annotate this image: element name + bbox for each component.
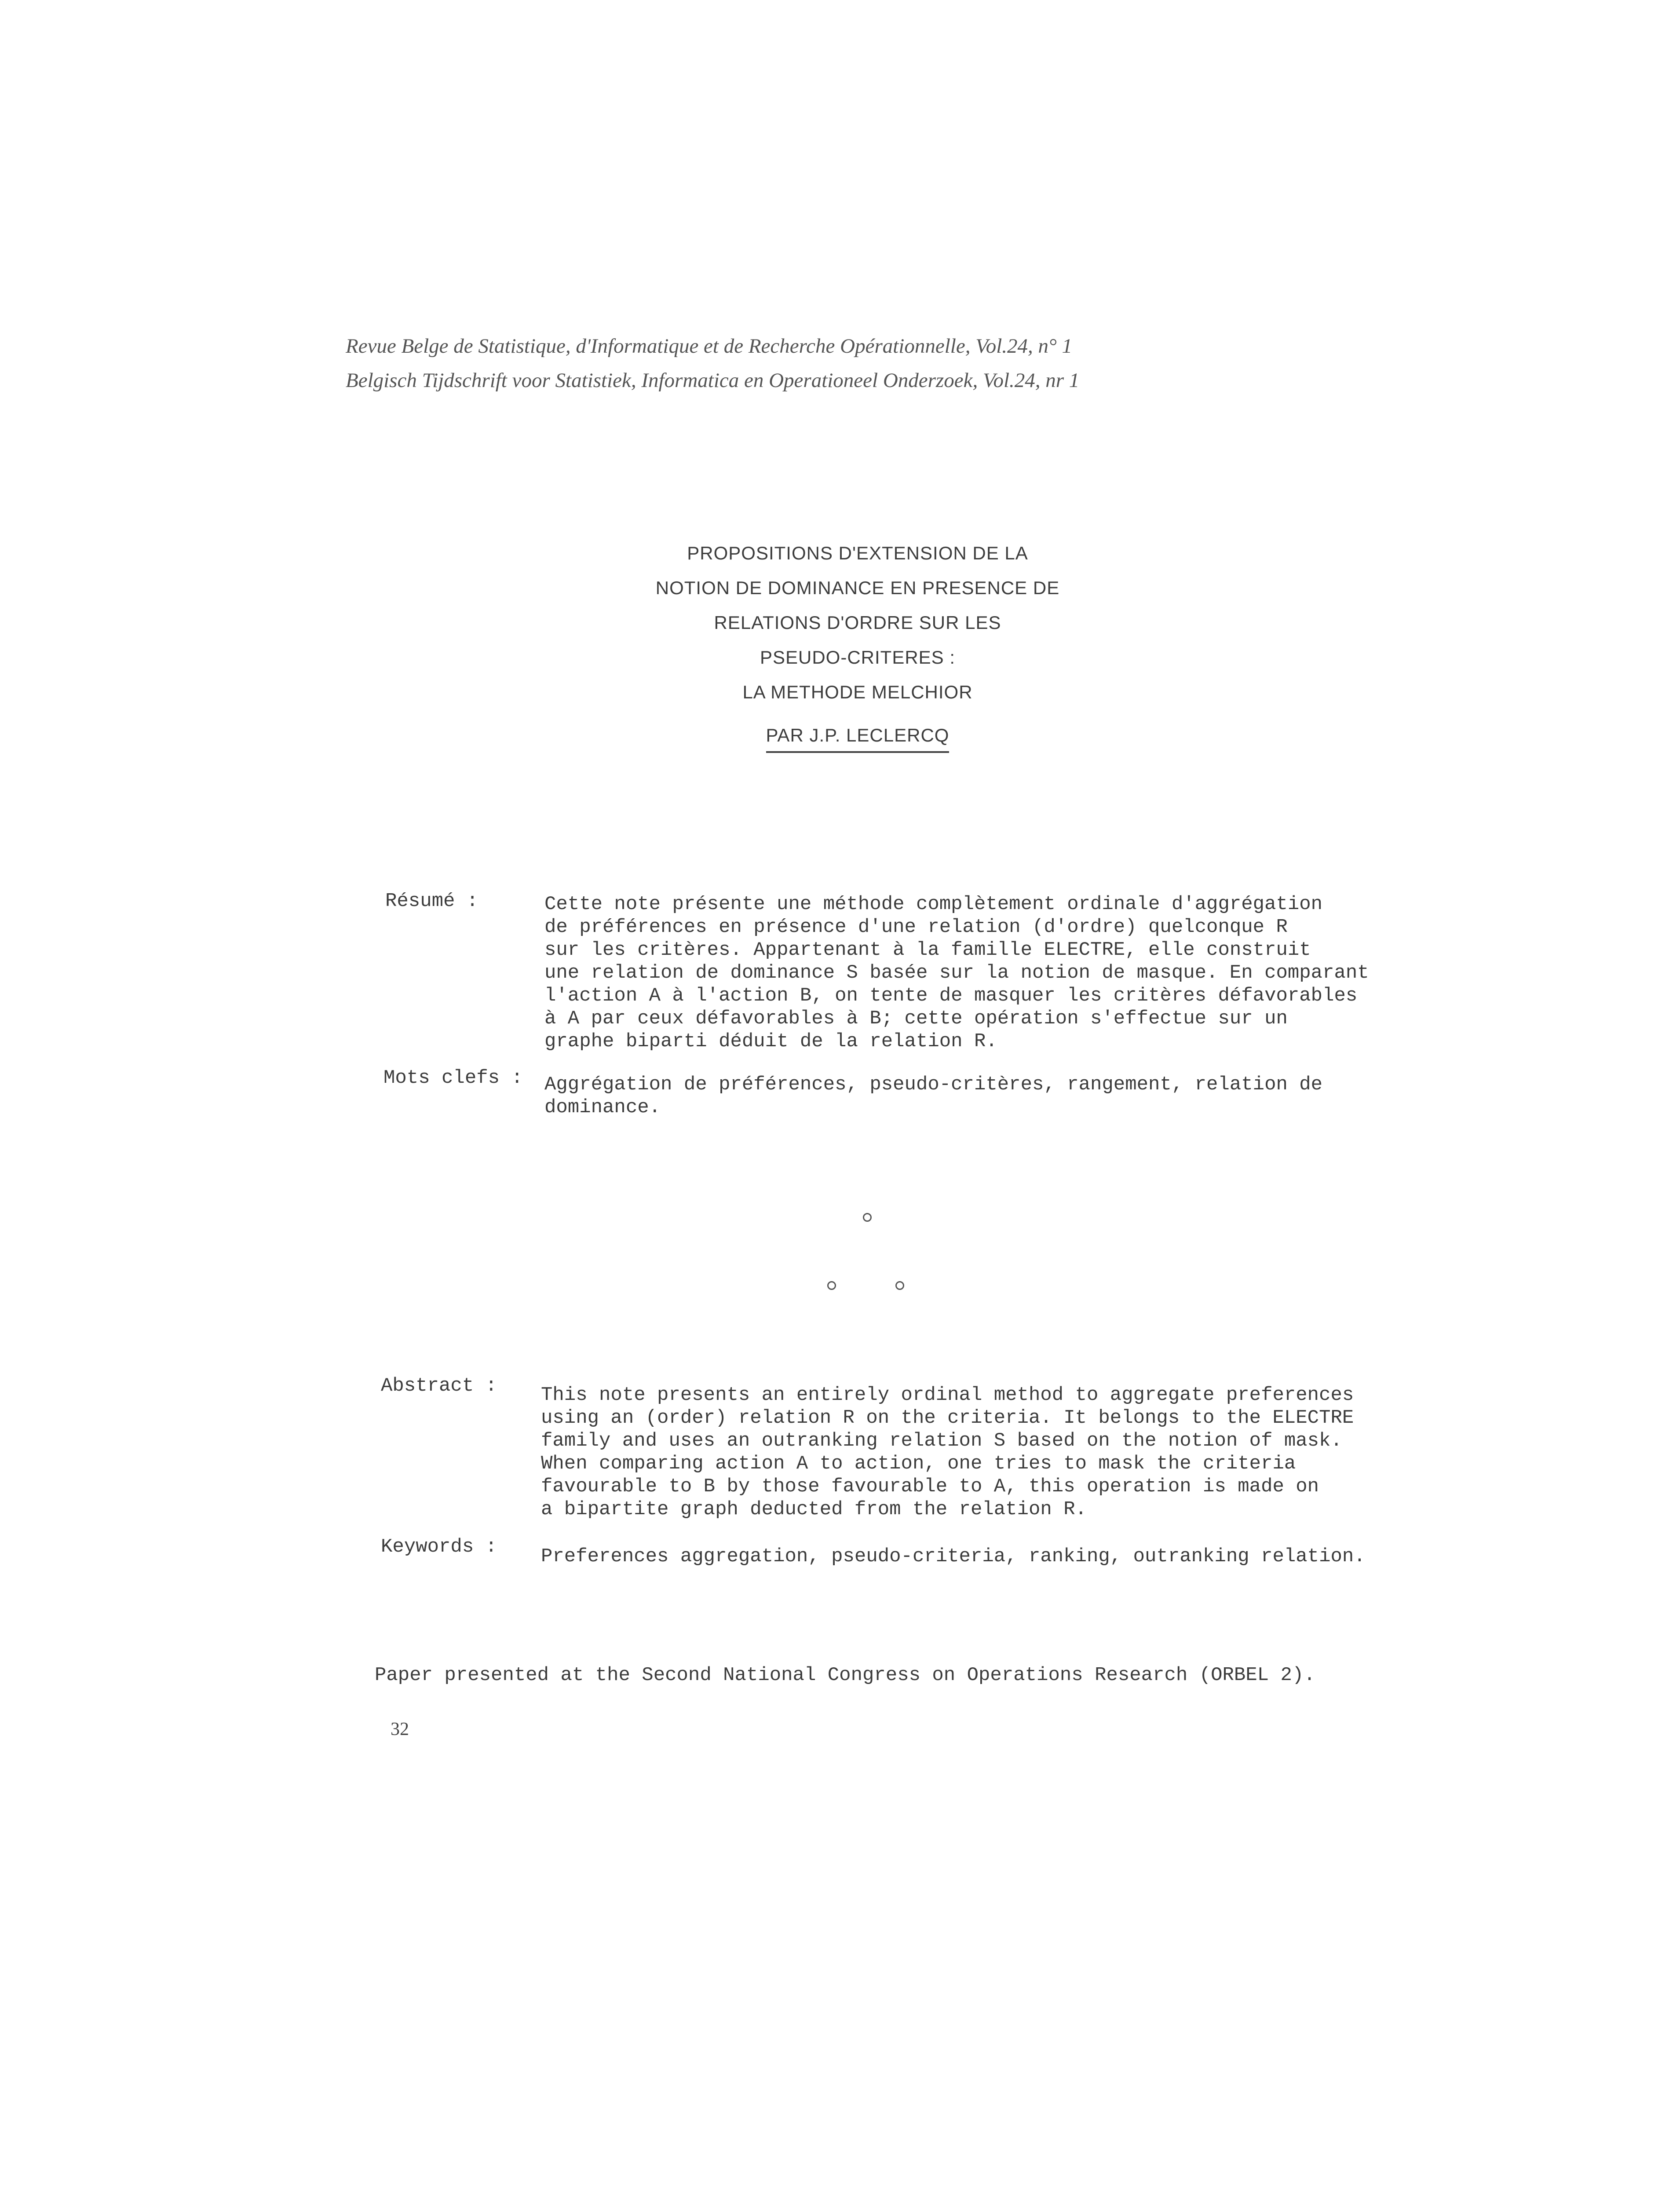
mots-clefs-line: Aggrégation de préférences, pseudo-critères, rangement, relation de [544, 1074, 1323, 1096]
title-line-2: NOTION DE DOMINANCE EN PRESENCE DE [655, 577, 1060, 598]
title-line-5: LA METHODE MELCHIOR [742, 682, 973, 702]
author-line [572, 722, 1143, 753]
author-name: PAR J.P. LECLERCQ [766, 722, 950, 753]
abstract-line: family and uses an outranking relation S based on the notion of mask. [541, 1430, 1342, 1452]
title-line-4: PSEUDO-CRITERES : [760, 647, 956, 668]
journal-citation [346, 329, 1079, 398]
keywords-label: Keywords : [381, 1536, 497, 1558]
abstract-line: using an (order) relation R on the criteria. It belongs to the ELECTRE [541, 1407, 1354, 1429]
abstract-line: When comparing action A to action, one tries to mask the criteria [541, 1453, 1296, 1475]
abstract-text [541, 1384, 1354, 1521]
mots-clefs-text [544, 1073, 1322, 1119]
resume-line: l'action A à l'action B, on tente de masquer les critères défavorables [544, 985, 1358, 1007]
resume-text [544, 893, 1369, 1053]
abstract-label: Abstract : [381, 1375, 497, 1397]
page-number: 32 [391, 1719, 409, 1739]
mots-clefs-line: dominance. [544, 1096, 661, 1118]
resume-line: à A par ceux défavorables à B; cette opération s'effectue sur un [544, 1008, 1288, 1030]
journal-citation-french: Revue Belge de Statistique, d'Informatique et de Recherche Opérationnelle, Vol.24, n° 1 [346, 335, 1073, 358]
resume-line: une relation de dominance S basée sur la notion de masque. En comparant [544, 962, 1369, 984]
conference-note: Paper presented at the Second National Congress on Operations Research (ORBEL 2). [375, 1664, 1315, 1686]
title-line-3: RELATIONS D'ORDRE SUR LES [714, 612, 1001, 633]
abstract-line: a bipartite graph deducted from the relation R. [541, 1498, 1087, 1520]
ornament-circle-right [895, 1281, 904, 1290]
resume-line: graphe biparti déduit de la relation R. [544, 1030, 997, 1052]
ornament-circle-top [863, 1213, 872, 1222]
keywords-text: Preferences aggregation, pseudo-criteria, ranking, outranking relation. [541, 1545, 1366, 1567]
mots-clefs-label: Mots clefs : [383, 1067, 523, 1089]
resume-line: de préférences en présence d'une relation (d'ordre) quelconque R [544, 916, 1288, 938]
journal-citation-dutch: Belgisch Tijdschrift voor Statistiek, Informatica en Operationeel Onderzoek, Vol.24, nr 1 [346, 369, 1080, 392]
abstract-line: favourable to B by those favourable to A, this operation is made on [541, 1476, 1319, 1498]
ornament-circle-left [827, 1281, 836, 1290]
resume-line: Cette note présente une méthode complètement ordinale d'aggrégation [544, 893, 1323, 915]
paper-title [572, 536, 1143, 709]
title-line-1: PROPOSITIONS D'EXTENSION DE LA [687, 543, 1028, 563]
abstract-line: This note presents an entirely ordinal method to aggregate preferences [541, 1384, 1354, 1406]
resume-line: sur les critères. Appartenant à la famille ELECTRE, elle construit [544, 939, 1311, 961]
resume-label: Résumé : [385, 890, 478, 912]
